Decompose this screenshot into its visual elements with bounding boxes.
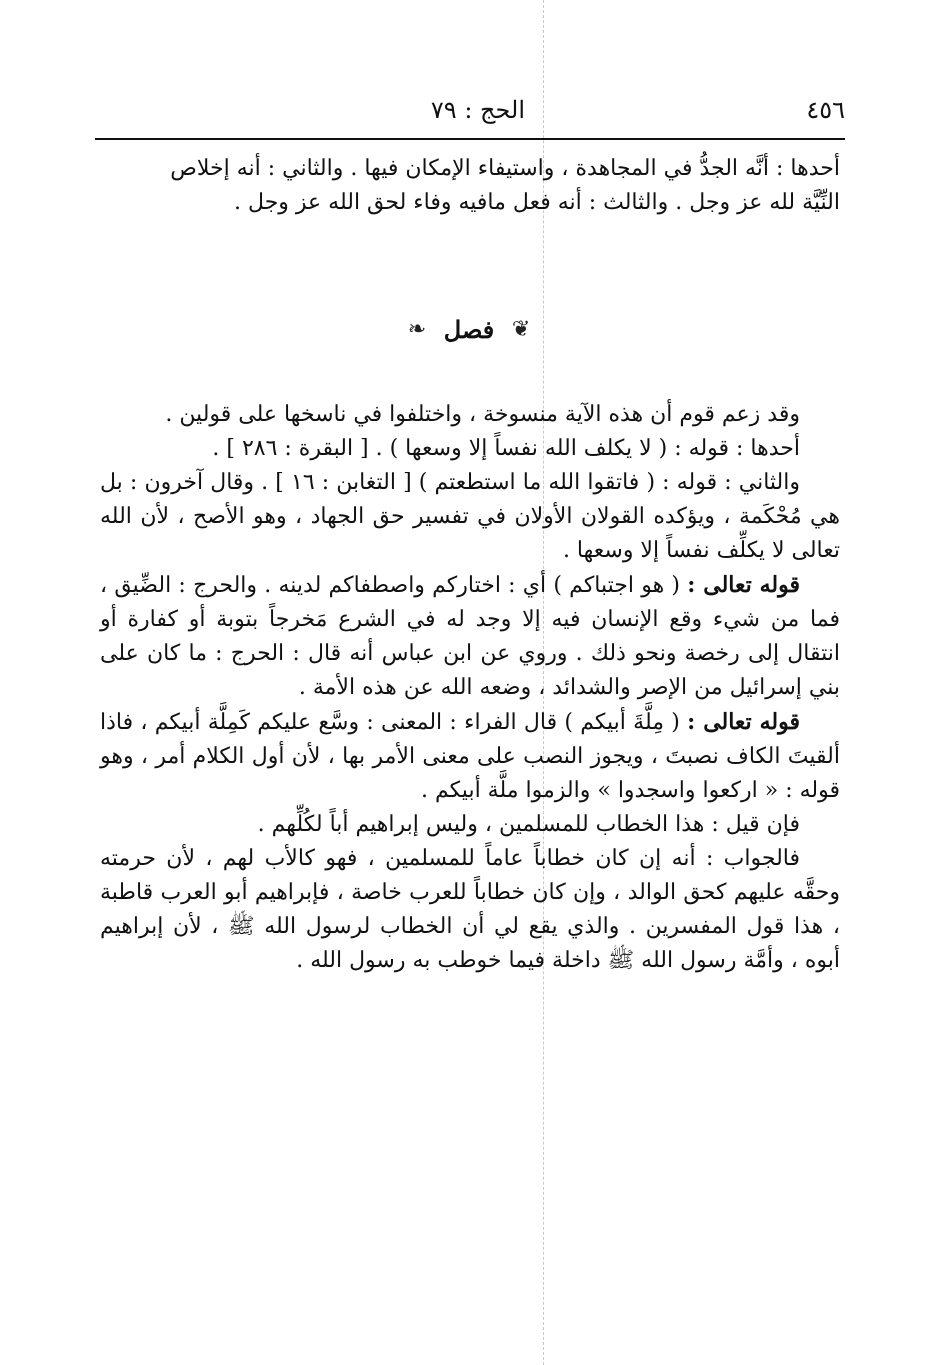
paragraph-2: أحدها : قوله : ( لا يكلف الله نفساً إلا وسعها ) . [ البقرة : ٢٨٦ ] . [212,436,800,461]
paragraph-4-text: ( هو اجتباكم ) أي : اختاركم واصطفاكم لدينه . والحرج : الضِّيق ، فما من شيء وقع الإنسان فيه إلا وجد له في الشرع مَخرجاً بتوبة أو كفارة أو انتقال إلى رخصة ونحو ذلك . وروي عن ابن عباس أنه قال : الحرج : ما كان على بني إسرائيل من الإصر والشدائد ، وضعه الله عن هذه الأمة . [100,573,840,700]
header-rule [95,138,845,140]
paragraph-5-label: قوله تعالى : [687,709,800,735]
paragraph-6: فإن قيل : هذا الخطاب للمسلمين ، وليس إبراهيم أباً لكُلِّهم . [257,812,800,837]
body-text [100,398,840,978]
paragraph-1: وقد زعم قوم أن هذه الآية منسوخة ، واختلفوا في ناسخها على قولين . [165,402,800,427]
intro-line-1: أحدها : أنَّه الجدُّ في المجاهدة ، واستيفاء الإمكان فيها . والثاني : أنه إخلاص [170,156,840,181]
intro-paragraph [100,152,840,220]
page-number: ٤٥٦ [806,96,845,124]
ornament-left-icon: ❧ [407,316,427,342]
ornament-right-icon: ❦ [511,316,531,342]
paragraph-5-text: ( مِلَّةَ أبيكم ) قال الفراء : المعنى : وسَّع عليكم كَمِلَّة أبيكم ، فاذا ألقيتَ الكاف نصبتَ ، ويجوز النصب على معنى الأمر بها ، لأن أول الكلام أمر ، وهو قوله : « اركعوا واسجدوا » والزموا ملَّة أبيكم . [100,710,840,803]
paragraph-7: فالجواب : أنه إن كان خطاباً عاماً للمسلمين ، فهو كالأب لهم ، لأن حرمته وحقَّه عليهم كحق الوالد ، وإن كان خطاباً للعرب خاصة ، فإبراهيم أبو العرب قاطبة ، هذا قول المفسرين . والذي يقع لي أن الخطاب لرسول الله ﷺ ، لأن إبراهيم أبوه ، وأمَّة رسول الله ﷺ داخلة فيما خوطب به رسول الله . [100,846,841,973]
section-title: فصل [443,314,495,344]
running-title: الحج : ٧٩ [430,96,525,124]
paragraph-5 [100,705,840,808]
intro-line-2: النِّيَّة لله عز وجل . والثالث : أنه فعل مافيه وفاء لحق الله عز وجل . [234,190,840,215]
section-heading [0,308,938,350]
paragraph-4 [100,568,840,705]
paragraph-3: والثاني : قوله : ( فاتقوا الله ما استطعتم ) [ التغابن : ١٦ ] . وقال آخرون : بل هي مُحْكَمة ، ويؤكده القولان الأولان في تفسير حق الجهاد ، وهو الأصح ، لأن الله تعالى لا يكلِّف نفساً إلا وسعها . [100,470,840,563]
page-header [95,95,845,135]
paragraph-4-label: قوله تعالى : [687,572,800,598]
